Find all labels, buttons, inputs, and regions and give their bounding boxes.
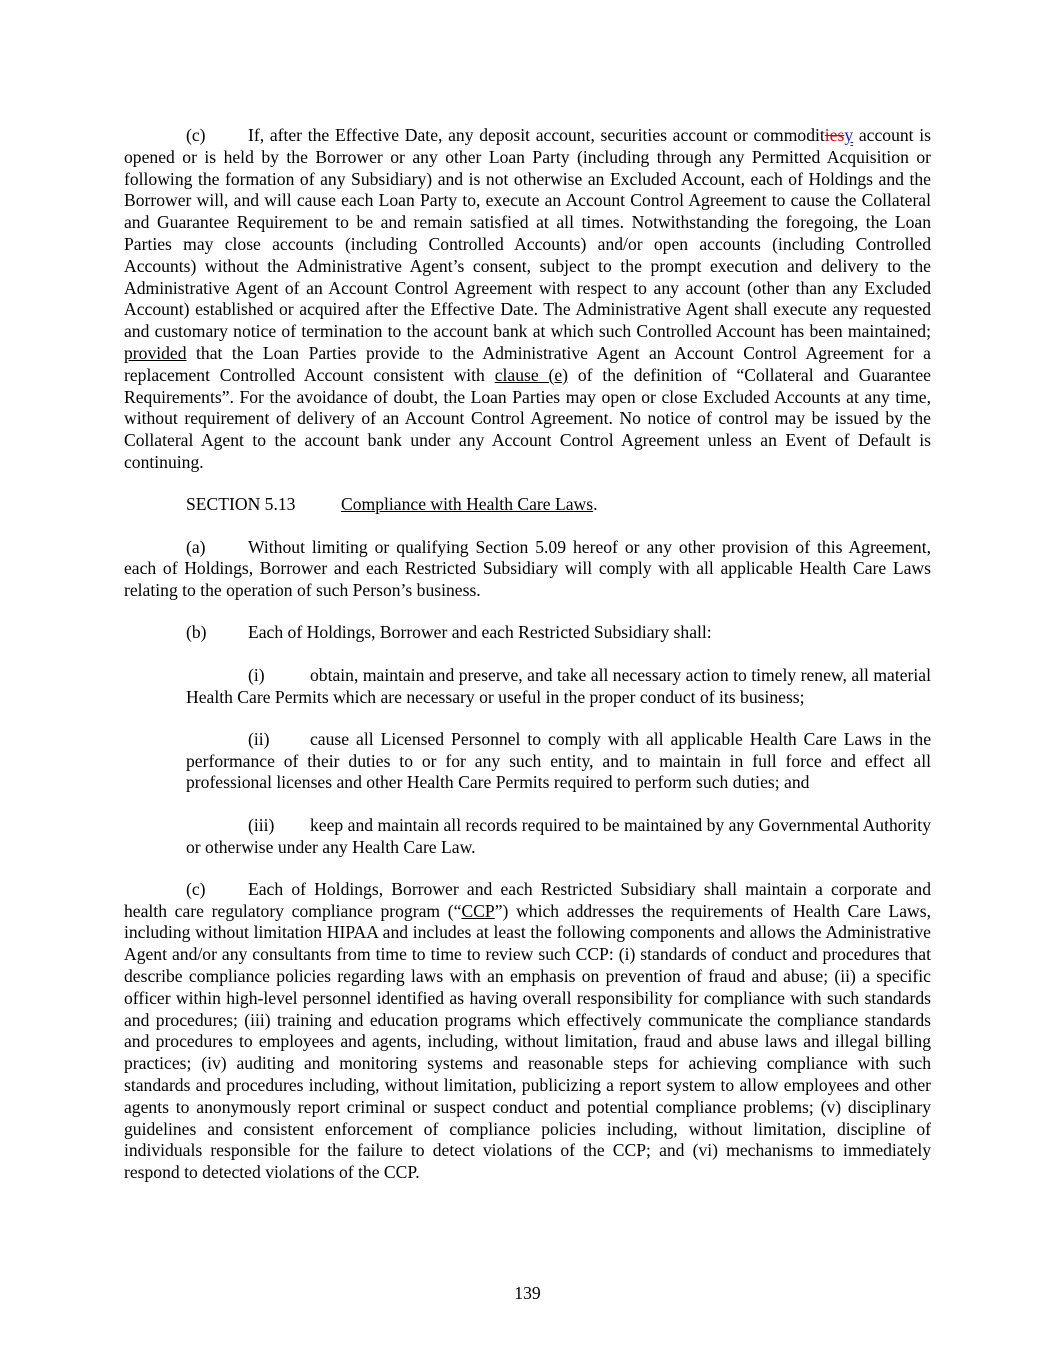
section-number: SECTION 5.13 [186, 494, 296, 515]
page-number: 139 [514, 1283, 541, 1303]
text: Each of Holdings, Borrower and each Restricted Subsidiary shall maintain a corporate and health care regulatory compliance program (“ [124, 878, 931, 921]
provided-term: provided [124, 342, 187, 363]
text: Without limiting or qualifying Section 5.09 hereof or any other provision of this Agreement, each of Holdings, Borrower and each Restricted Subsidiary will comply with all applicable Health Care Laws relating to the operation of such Person’s business. [124, 536, 931, 601]
paragraph-b [124, 622, 931, 644]
text: obtain, maintain and preserve, and take all necessary action to timely renew, all material Health Care Permits which are necessary or useful in the proper conduct of its business; [186, 664, 931, 707]
paragraph-c-accounts [124, 125, 931, 474]
item-label: (iii) [248, 814, 275, 835]
text: of the definition of “Collateral and Guarantee Requirements”. For the avoidance of doubt, the Loan Parties may open or close Excluded Accounts at any time, without requirement of delivery of an Account Control Agreement. No notice of control may be issued by the Collateral Agent to the account bank under any Account Control Agreement unless an Event of Default is continuing. [124, 364, 931, 472]
paragraph-label: (c) [186, 125, 206, 145]
paragraph-c-ccp [124, 879, 931, 1184]
text: that the Loan Parties provide to the Administrative Agent an Account Control Agreement for a replacement Controlled Account consistent with [124, 342, 931, 385]
ccp-term: CCP [461, 900, 495, 921]
text: account is opened or is held by the Borrower or any other Loan Party (including through any Permitted Acquisition or following the formation of any Subsidiary) and is not otherwise an Excluded Account, each of Holdings and the Borrower will, and will cause each Loan Party to, execute an Account Control Agreement to cause the Collateral and Guarantee Requirement to be and remain satisfied at all times. Notwithstanding the foregoing, the Loan Parties may close accounts (including Controlled Accounts) and/or open accounts (including Controlled Accounts) without the Administrative Agent’s consent, subject to the prompt execution and delivery to the Administrative Agent of an Account Control Agreement with respect to any account (other than any Excluded Account) established or acquired after the Effective Date. The Administrative Agent shall execute any requested and customary notice of termination to the account bank at which such Controlled Account has been maintained; [124, 125, 931, 342]
redline-deletion: ies [824, 125, 845, 145]
section-heading [186, 494, 931, 516]
paragraph-label: (b) [186, 622, 207, 643]
item-label: (ii) [248, 728, 270, 749]
item-i [186, 665, 931, 709]
text: keep and maintain all records required to be maintained by any Governmental Authority or otherwise under any Health Care Law. [186, 814, 931, 857]
paragraph-label: (c) [186, 878, 206, 899]
redline-insertion: y [844, 125, 854, 145]
text: Each of Holdings, Borrower and each Restricted Subsidiary shall: [248, 622, 712, 643]
section-title: Compliance with Health Care Laws [341, 494, 594, 515]
text: ”) which addresses the requirements of Health Care Laws, including without limitation HIPAA and includes at least the following components and allows the Administrative Agent and/or any consultants from time to time to review such CCP: (i) standards of conduct and procedures that describe compliance policies regarding laws with an emphasis on prevention of fraud and abuse; (ii) a specific officer within high-level personnel identified as having overall responsibility for compliance with such standards and procedures; (iii) training and education programs which effectively communicate the compliance standards and procedures to employees and agents, including, without limitation, fraud and abuse laws and illegal billing practices; (iv) auditing and monitoring systems and reasonable steps for achieving compliance with such standards and procedures including, without limitation, publicizing a report system to allow employees and other agents to anonymously report criminal or suspect conduct and potential compliance problems; (v) disciplinary guidelines and consistent enforcement of compliance policies including, without limitation, discipline of individuals responsible for the failure to detect violations of the CCP; and (vi) mechanisms to immediately respond to detected violations of the CCP. [124, 900, 931, 1183]
section-period: . [593, 494, 598, 515]
item-iii [186, 815, 931, 859]
item-label: (i) [248, 664, 265, 685]
paragraph-label: (a) [186, 536, 206, 557]
paragraph-a [124, 537, 931, 602]
text: If, after the Effective Date, any deposit account, securities account or commodit [248, 125, 825, 145]
item-ii [186, 729, 931, 794]
document-page [124, 125, 931, 1204]
clause-reference: clause (e) [494, 364, 569, 385]
text: cause all Licensed Personnel to comply with all applicable Health Care Laws in the performance of their duties to or for any such entity, and to maintain in full force and effect all professional licenses and other Health Care Permits required to perform such duties; and [186, 728, 931, 793]
